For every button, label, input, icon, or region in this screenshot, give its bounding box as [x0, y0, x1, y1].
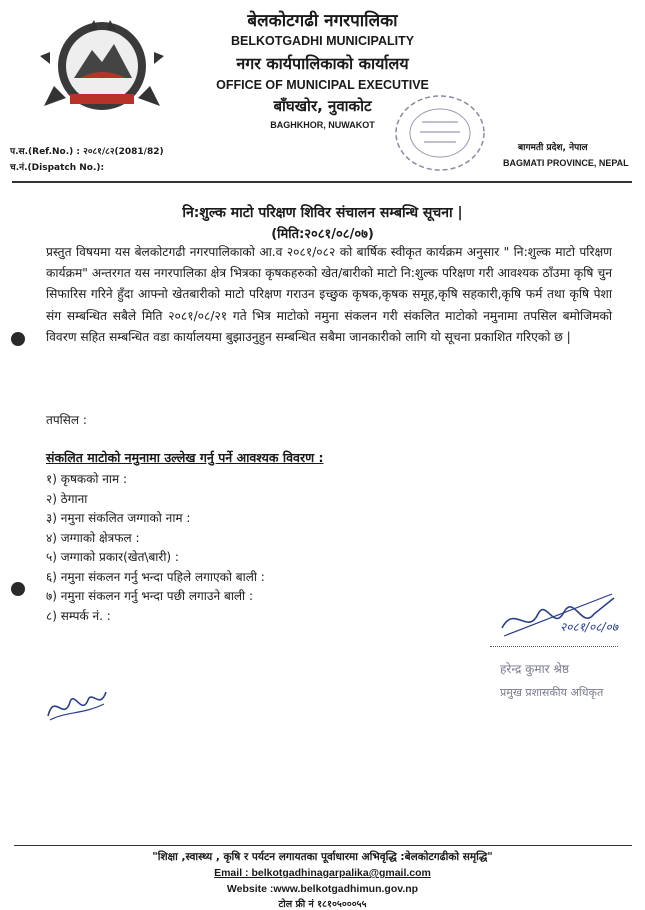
signature-dotted-line	[490, 646, 618, 647]
footer-slogan: "शिक्षा ,स्वास्थ्य , कृषि र पर्यटन लगायतका पूर्वाधारमा अभिवृद्धि :बेलकोटगढीको समृद्धि"	[152, 851, 493, 863]
signatory-designation: प्रमुख प्रशासकीय अधिकृत	[500, 686, 604, 699]
municipality-name-np: बेलकोटगढी नगरपालिका	[247, 11, 398, 31]
tapasil-label: तपसिल :	[46, 413, 87, 427]
tollfree-number: टोल फ्री नं १८१०५०००५५	[278, 899, 367, 910]
punch-hole	[11, 332, 25, 346]
notice-title: नि:शुल्क माटो परिक्षण शिविर संचालन सम्बन्धि सूचना |	[182, 205, 463, 221]
list-item: ८) सम्पर्क नं. :	[46, 608, 111, 623]
list-heading: संकलित माटोको नमुनामा उल्लेख गर्नु पर्ने आवश्यक विवरण :	[46, 450, 324, 465]
header-divider	[12, 181, 632, 183]
ref-number: प.स.(Ref.No.) : २०८१/८२(2081/82)	[10, 147, 164, 157]
website-link[interactable]: Website :www.belkotgadhimun.gov.np	[226, 883, 419, 895]
office-name-np: नगर कार्यपालिकाको कार्यालय	[236, 54, 409, 73]
signature-date: २०८१/०८/०७	[560, 620, 619, 634]
list-item: ३) नमुना संकलित जग्गाको नाम :	[46, 511, 191, 525]
province-en: BAGMATI PROVINCE, NEPAL	[503, 158, 629, 168]
list-item: २) ठेगाना	[46, 491, 88, 506]
dispatch-number: च.नं.(Dispatch No.):	[10, 163, 105, 173]
signatory-name: हरेन्द्र कुमार श्रेष्ठ	[500, 662, 569, 676]
list-item: १) कृषकको नाम :	[46, 472, 128, 486]
footer-divider	[14, 845, 632, 846]
list-item: ४) जग्गाको क्षेत्रफल :	[46, 530, 140, 545]
detail-list	[46, 470, 446, 626]
municipality-name-en: BELKOTGADHI MUNICIPALITY	[230, 34, 415, 48]
province-np: बागमती प्रदेश, नेपाल	[518, 143, 588, 153]
list-item: ५) जग्गाको प्रकार(खेत\बारी) :	[46, 550, 179, 564]
email-link[interactable]: Email : belkotgadhinagarpalika@gmail.com	[214, 867, 431, 879]
list-item: ६) नमुना संकलन गर्नु भन्दा पहिले लगाएको बाली :	[46, 569, 265, 584]
official-signature	[494, 584, 624, 644]
notice-body: प्रस्तुत विषयमा यस बेलकोटगढी नगरपालिकाको आ.व २०८१/०८२ को बार्षिक स्वीकृत कार्यक्रम अनुसार " नि:शुल्क माटो परिक्षण कार्यक्रम" अन्तरगत यस नगरपालिका क्षेत्र भित्रका कृषकहरुको खेत/बारीको माटो नि:शुल्क परिक्षण गरी आवश्यक ठाँउमा कृषि चुन सिफारिस गरिने हुँदा आफ्नो खेतबारीको माटो परिक्षण गराउन इच्छुक कृषक,कृषक समूह,कृषि सहकारी,कृषि फर्म तथा कृषि पेशा संग सम्बन्धित सबैले मिति २०८१/०८/२१ गते भित्र माटोको नमुना संकलन गरी संकलित माटोको नमुनामा तपसिल बमोजिमको विवरण सहित सम्बन्धित वडा कार्यालयमा बुझाउनुहुन सम्बन्धित सबैमा जानकारीको लागि यो सूचना प्रकाशित गरिएको छ |	[46, 245, 612, 344]
office-stamp	[392, 92, 488, 174]
notice-date: (मिति:२०८१/०८/०७)	[271, 227, 374, 242]
initials-signature	[44, 682, 110, 724]
office-name-en: OFFICE OF MUNICIPAL EXECUTIVE	[216, 78, 429, 92]
punch-hole	[11, 582, 25, 596]
address-en: BAGHKHOR, NUWAKOT	[270, 120, 375, 130]
address-np: बाँघखोर, नुवाकोट	[273, 97, 372, 115]
list-item: ७) नमुना संकलन गर्नु भन्दा पछी लगाउने बाली :	[46, 589, 254, 603]
